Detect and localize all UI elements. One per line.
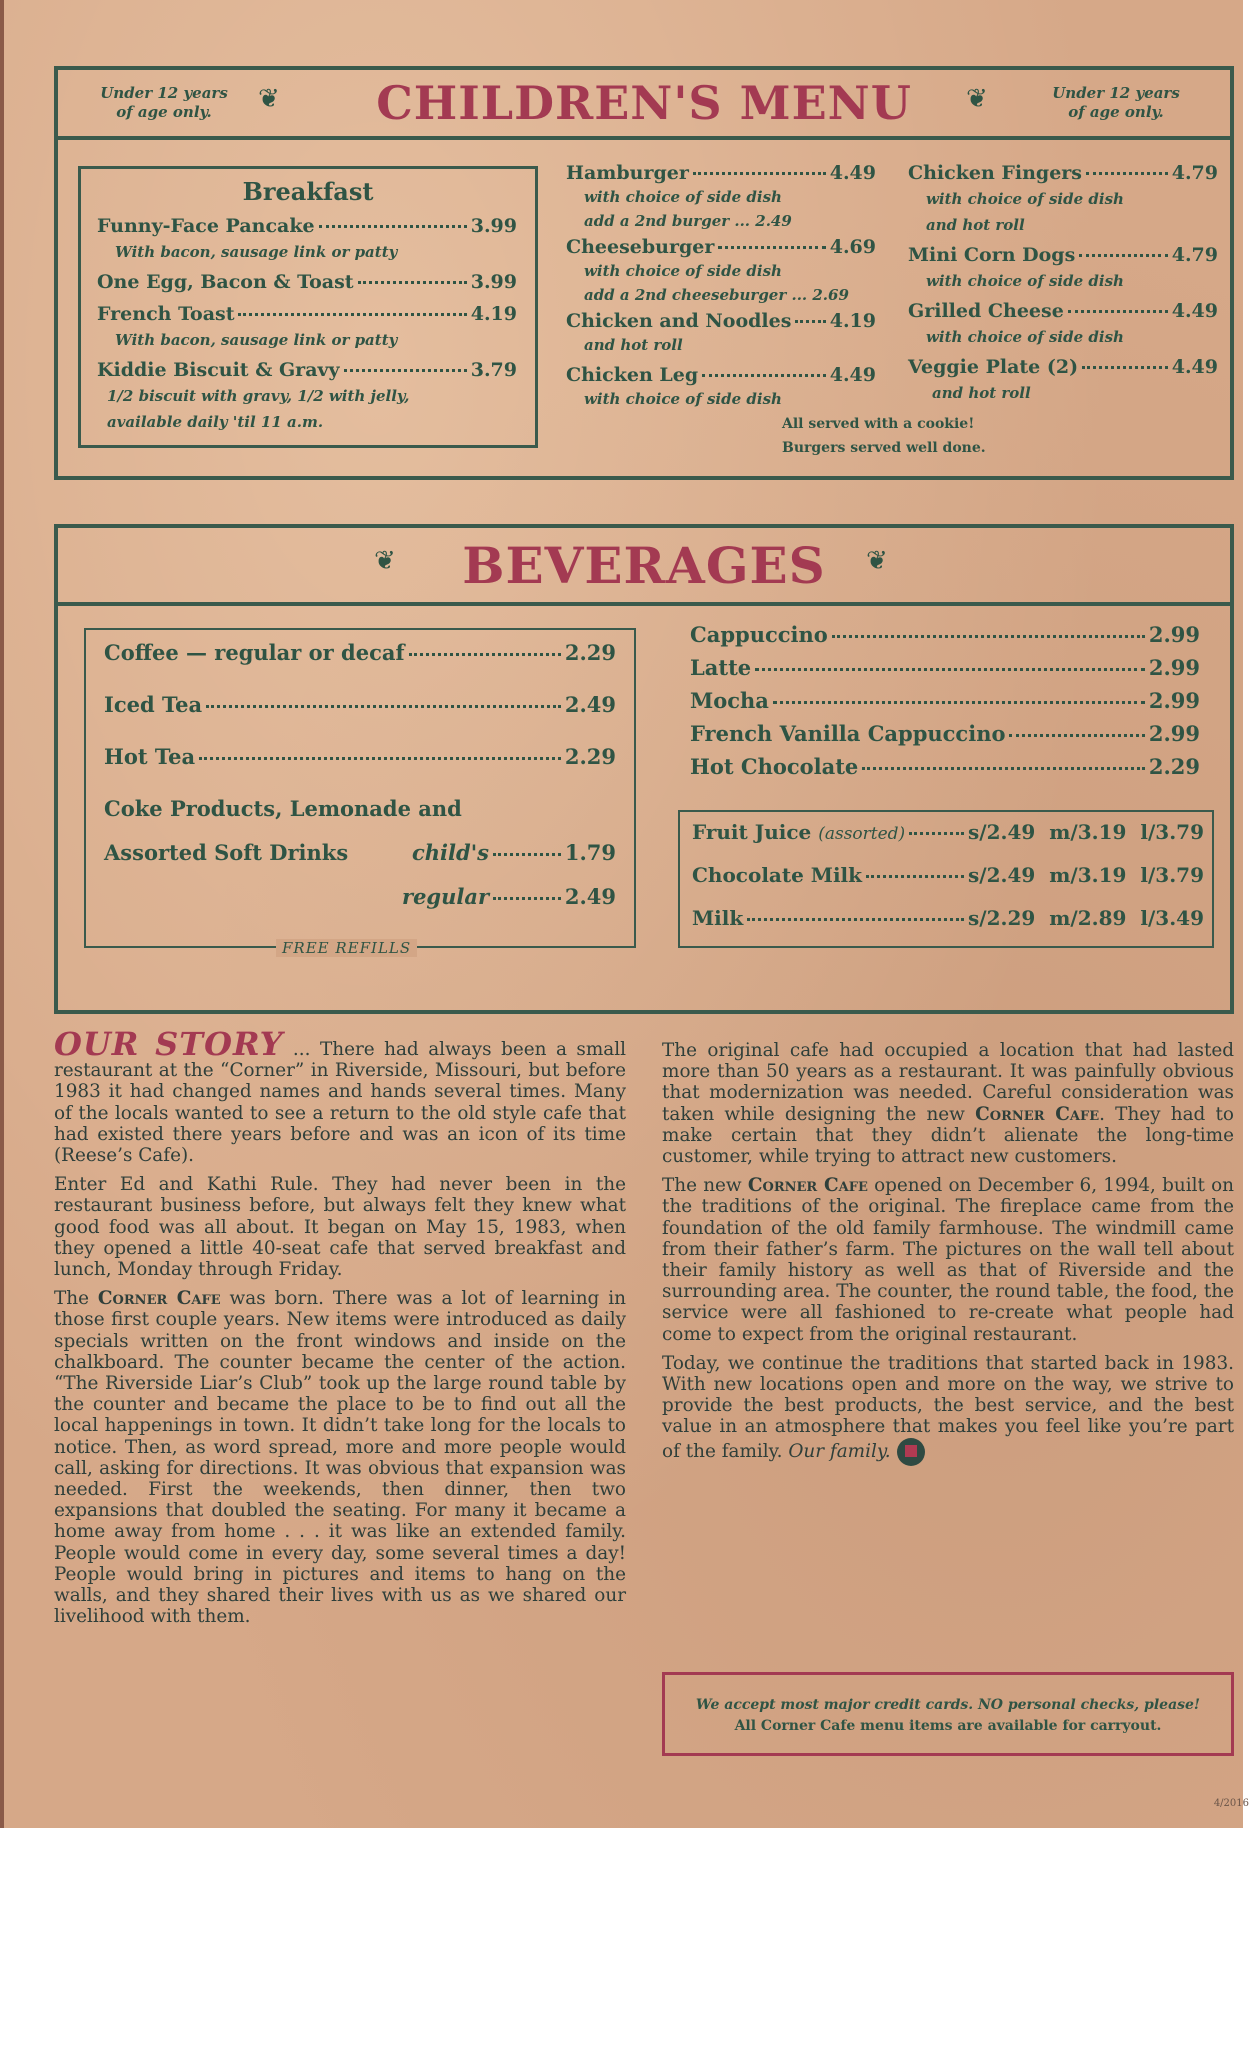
menu-item-desc: and hot roll <box>926 216 1025 234</box>
menu-item-desc: With bacon, sausage link or patty <box>115 243 398 261</box>
story-paragraph: The Corner Cafe was born. There was a lot of learning in those first couple years. New items were introduced as daily specials written on the front windows and inside on the chalkboard. The counter became the center of the action. “The Riverside Liar’s Club” took up the large round table by the counter and became the place to be to find out all the local happenings in town. It didn’t take long for the locals to notice. Then, as word spread, more and more people would call, asking for directions. It was obvious that expansion was needed. First the weekends, then dinner, then two expansions that doubled the seating. For many it became a home away from home . . . it was like an extended family. People would come in every day, some several times a day! People would bring in pictures and items to hang on the walls, and they shared their lives with us as we shared our livelihood with them. <box>54 1288 626 1628</box>
menu-item-desc: available daily 'til 11 a.m. <box>107 413 324 431</box>
beverage-item: Latte 2.99 <box>690 655 1200 680</box>
menu-item: Mini Corn Dogs 4.79 <box>908 244 1218 266</box>
breakfast-heading: Breakfast <box>242 177 374 206</box>
sized-drinks-box <box>678 810 1214 948</box>
menu-item: One Egg, Bacon & Toast 3.99 <box>97 271 517 293</box>
beverage-item: Hot Chocolate 2.29 <box>690 754 1200 779</box>
menu-item-desc: with choice of side dish <box>584 188 782 206</box>
story-paragraph: Enter Ed and Kathi Rule. They had never been in the restaurant business before, but always felt they knew what good food was all about. It began on May 15, 1983, when they opened a little 40-seat cafe that served breakfast and lunch, Monday through Friday. <box>54 1174 626 1281</box>
payment-notice-line1: We accept most major credit cards. NO personal checks, please! <box>695 1697 1201 1713</box>
soft-drinks-line2: Assorted Soft Drinks <box>104 840 349 865</box>
story-title: OUR STORY <box>54 1025 284 1063</box>
leaf-ornament-right-icon: ❦ <box>966 84 988 114</box>
basic-drinks-box <box>84 628 636 957</box>
story-column-right <box>662 1040 1234 1474</box>
menu-item-desc: add a 2nd burger ... 2.49 <box>584 212 792 230</box>
beverage-item: French Vanilla Cappuccino 2.99 <box>690 721 1200 746</box>
beverages-section <box>54 524 1234 1014</box>
sized-drink-item: Chocolate Milk s/2.49 m/3.19 l/3.79 <box>692 863 1204 887</box>
menu-item: Hamburger 4.49 <box>566 162 876 184</box>
story-paragraph: OUR STORY ... There had always been a small restaurant at the “Corner” in Riverside, Missouri, but before 1983 it had changed names and hands several times. Many of the locals wanted to see a return to the old style cafe that had existed there years before and was an icon of its time (Reese’s Cafe). <box>54 1025 627 1167</box>
breakfast-box <box>78 166 538 448</box>
menu-item-desc: with choice of side dish <box>584 262 782 280</box>
cookie-note: All served with a cookie! <box>782 416 975 432</box>
carryout-notice-line2: All Corner Cafe menu items are available for carryout. <box>734 1718 1162 1734</box>
story-paragraph: Today, we continue the traditions that started back in 1983. With new locations open and more on the way, we strive to provide the best products, the best service, and the best value in an atmosphere that makes you feel like you’re part of the family. Our family. <box>662 1353 1234 1466</box>
menu-item: Cheeseburger 4.69 <box>566 236 876 258</box>
beverage-item: Hot Tea 2.29 <box>104 744 616 769</box>
story-title-ellipsis: ... <box>292 1039 311 1060</box>
age-note-left: Under 12 years of age only. <box>100 84 228 121</box>
version-stamp: 4/2016 <box>1213 1798 1249 1809</box>
childs-price-row: child's 1.79 <box>412 840 616 865</box>
menu-item-desc: with choice of side dish <box>584 390 782 408</box>
childrens-menu-section <box>54 66 1234 480</box>
menu-item-desc: add a 2nd cheeseburger ... 2.69 <box>584 286 849 304</box>
menu-item-desc: with choice of side dish <box>926 272 1124 290</box>
beverage-item: Coffee — regular or decaf 2.29 <box>104 640 616 665</box>
sized-drink-item: Milk s/2.29 m/2.89 l/3.49 <box>692 906 1204 930</box>
leaf-ornament-right-icon: ❦ <box>866 546 888 576</box>
menu-item: Kiddie Biscuit & Gravy 3.79 <box>97 359 517 381</box>
menu-item: Chicken and Noodles 4.19 <box>566 310 876 332</box>
story-paragraph: The original cafe had occupied a location that had lasted more than 50 years as a restaurant. It was painfully obvious that modernization was needed. Careful consideration was taken while designing the new Corner Cafe. They had to make certain that they didn’t alienate the long-time customer, while trying to attract new customers. <box>662 1040 1234 1168</box>
beverage-item: Cappuccino 2.99 <box>690 622 1200 647</box>
beverage-item: Mocha 2.99 <box>690 688 1200 713</box>
menu-item-desc: with choice of side dish <box>926 190 1124 208</box>
childrens-menu-header <box>58 70 1230 140</box>
soft-drinks-line1: Coke Products, Lemonade and <box>104 796 462 821</box>
menu-item: Chicken Leg 4.49 <box>566 364 876 386</box>
menu-item: Grilled Cheese 4.49 <box>908 300 1218 322</box>
regular-price-row: regular 2.49 <box>402 884 616 909</box>
menu-item-desc: 1/2 biscuit with gravy, 1/2 with jelly, <box>107 387 410 405</box>
menu-item: Chicken Fingers 4.79 <box>908 162 1218 184</box>
menu-item-desc: with choice of side dish <box>926 328 1124 346</box>
leaf-ornament-left-icon: ❦ <box>258 84 280 114</box>
sized-drink-item: Fruit Juice (assorted) s/2.49 m/3.19 l/3.79 <box>692 820 1204 844</box>
menu-item: Veggie Plate (2) 4.49 <box>908 356 1218 378</box>
childrens-menu-title: CHILDREN'S MENU <box>376 76 912 130</box>
menu-item-desc: and hot roll <box>932 384 1031 402</box>
menu-item-desc: and hot roll <box>584 336 683 354</box>
free-refills-label: FREE REFILLS <box>276 939 417 957</box>
beverage-item: Iced Tea 2.49 <box>104 692 616 717</box>
corner-cafe-logo-icon <box>897 1438 925 1466</box>
story-column-left <box>54 1025 627 1686</box>
menu-item: Funny-Face Pancake 3.99 <box>97 215 517 237</box>
leaf-ornament-left-icon: ❦ <box>374 546 396 576</box>
burgers-note: Burgers served well done. <box>782 440 986 456</box>
beverages-title: BEVERAGES <box>462 536 826 595</box>
story-paragraph: The new Corner Cafe opened on December 6, 1994, built on the traditions of the original. The fireplace came from the foundation of the old family farmhouse. The windmill came from their father’s farm. The pictures on the wall tell about their family history as well as that of Riverside and the surrounding area. The counter, the round table, the food, the service were all fashioned to re-create what people had come to expect from the original restaurant. <box>662 1175 1234 1345</box>
menu-item: French Toast 4.19 <box>97 303 517 325</box>
payment-notice-box <box>662 1672 1234 1756</box>
menu-item-desc: With bacon, sausage link or patty <box>115 331 398 349</box>
age-note-right: Under 12 years of age only. <box>1052 84 1180 121</box>
beverages-header <box>58 528 1230 606</box>
